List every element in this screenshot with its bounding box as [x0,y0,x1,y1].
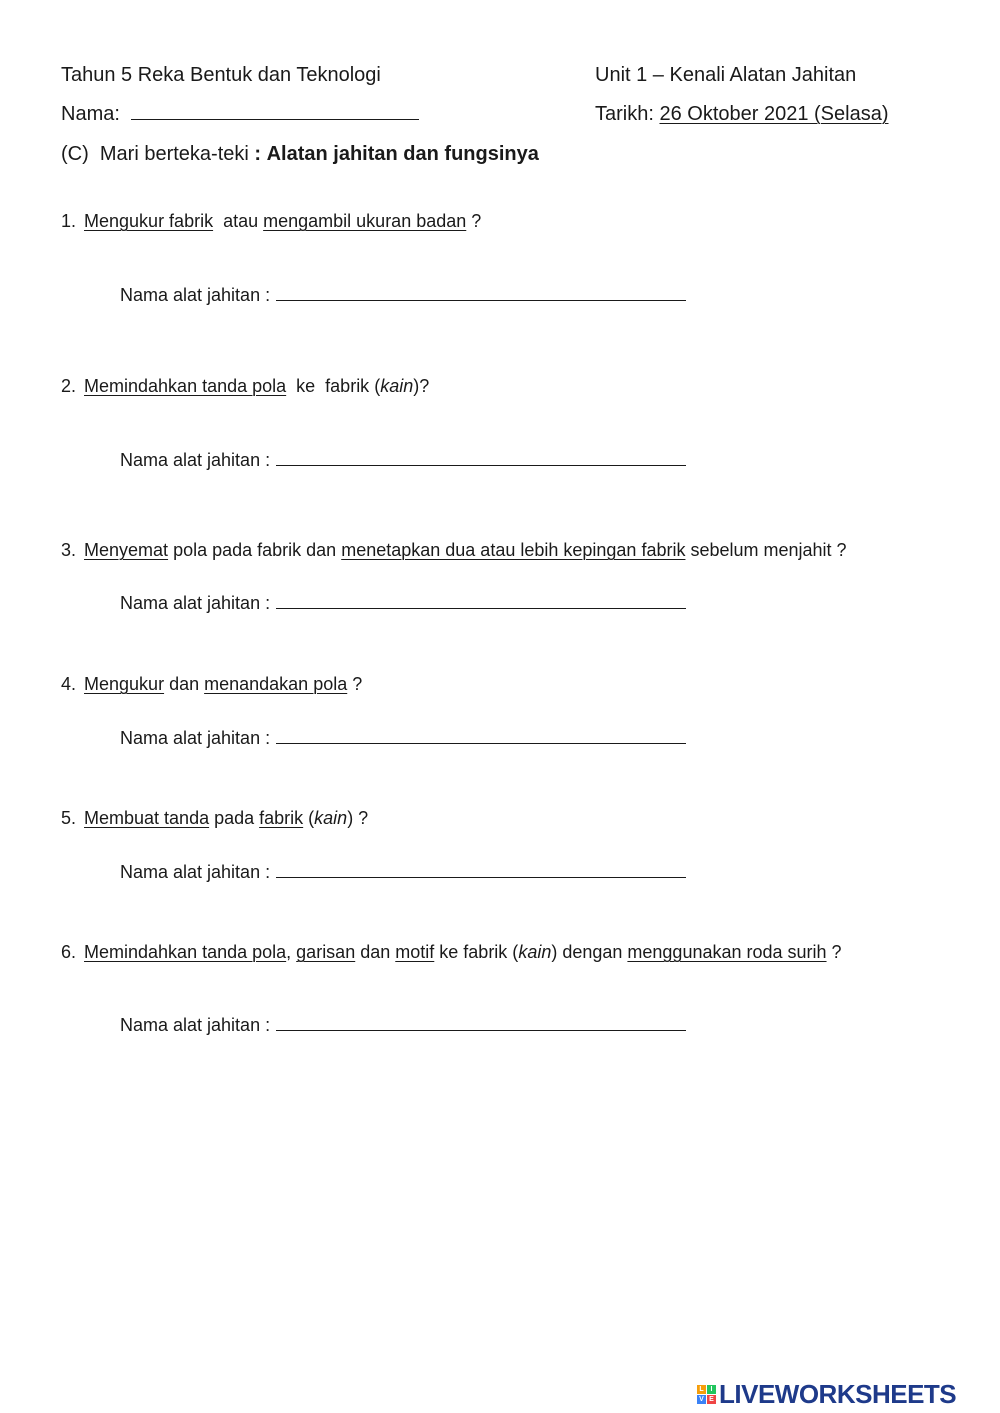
section-intro: Mari berteka-teki [99,143,249,165]
italic-word: kain [518,942,552,962]
underlined-phrase: Memindahkan tanda pola [84,942,287,962]
underlined-phrase: Menyemat [84,540,169,560]
answer-row-1 [120,285,686,306]
question-text: ) ? [347,808,369,828]
question-number: 4. [61,674,77,694]
italic-word: kain [380,376,414,396]
question-number: 3. [61,540,77,560]
underlined-phrase: garisan [296,942,356,962]
question-text: dan [164,674,205,694]
underlined-phrase: Mengukur [84,674,165,694]
question-text: ? [347,674,363,694]
section-colon: : [248,143,267,165]
underlined-phrase: fabrik [259,808,304,828]
logo-text: LIVEWORKSHEETS [719,1378,957,1409]
section-heading [61,143,539,166]
question-text: pada [209,808,260,828]
question-5 [61,808,368,829]
question-3 [61,540,847,561]
answer-label: Nama alat jahitan : [120,1015,271,1035]
date-value: 26 Oktober 2021 (Selasa) [659,103,889,125]
question-text: ) dengan [551,942,628,962]
question-4 [61,674,362,695]
underlined-phrase: menandakan pola [204,674,348,694]
question-number: 1. [61,211,77,231]
answer-label: Nama alat jahitan : [120,593,271,613]
answer-label: Nama alat jahitan : [120,728,271,748]
question-text: pola pada fabrik dan [168,540,342,560]
answer-label: Nama alat jahitan : [120,450,271,470]
date-row [595,103,889,126]
section-letter: (C) [61,143,89,165]
answer-field[interactable] [276,876,686,878]
answer-row-3 [120,593,686,614]
question-text: sebelum menjahit ? [685,540,847,560]
question-text: atau [213,211,264,231]
underlined-phrase: Mengukur fabrik [84,211,214,231]
question-6 [61,942,842,963]
answer-field[interactable] [276,742,686,744]
subject-title: Tahun 5 Reka Bentuk dan Teknologi [61,64,381,86]
underlined-phrase: mengambil ukuran badan [263,211,467,231]
question-number: 5. [61,808,77,828]
name-field[interactable] [131,118,419,120]
question-text: ? [466,211,482,231]
logo-tile: E [707,1395,716,1404]
question-text: ( [303,808,315,828]
question-text: )? [413,376,430,396]
answer-field[interactable] [276,1029,686,1031]
name-row [61,103,419,126]
underlined-phrase: Memindahkan tanda pola [84,376,287,396]
date-label: Tarikh: [595,103,654,125]
logo-tile: V [697,1395,706,1404]
question-text: , [286,942,297,962]
answer-row-5 [120,862,686,883]
unit-title: Unit 1 – Kenali Alatan Jahitan [595,64,857,86]
answer-row-2 [120,450,686,471]
underlined-phrase: motif [395,942,435,962]
italic-word: kain [314,808,348,828]
question-number: 2. [61,376,77,396]
answer-label: Nama alat jahitan : [120,285,271,305]
underlined-phrase: Membuat tanda [84,808,210,828]
question-1 [61,211,481,232]
answer-row-4 [120,728,686,749]
logo-tile: I [707,1385,716,1394]
answer-label: Nama alat jahitan : [120,862,271,882]
question-text: ke fabrik ( [434,942,519,962]
question-number: 6. [61,942,77,962]
underlined-phrase: menetapkan dua atau lebih kepingan fabrik [341,540,686,560]
question-text: ? [826,942,842,962]
underlined-phrase: menggunakan roda surih [627,942,827,962]
question-2 [61,376,429,397]
section-title: Alatan jahitan dan fungsinya [266,143,539,165]
answer-field[interactable] [276,607,686,609]
logo-mark-icon [697,1385,716,1404]
name-label: Nama: [61,103,120,125]
answer-field[interactable] [276,299,686,301]
answer-field[interactable] [276,464,686,466]
question-text: dan [355,942,396,962]
liveworksheets-logo [697,1378,956,1410]
question-text: ke fabrik ( [286,376,381,396]
answer-row-6 [120,1015,686,1036]
logo-tile: L [697,1385,706,1394]
